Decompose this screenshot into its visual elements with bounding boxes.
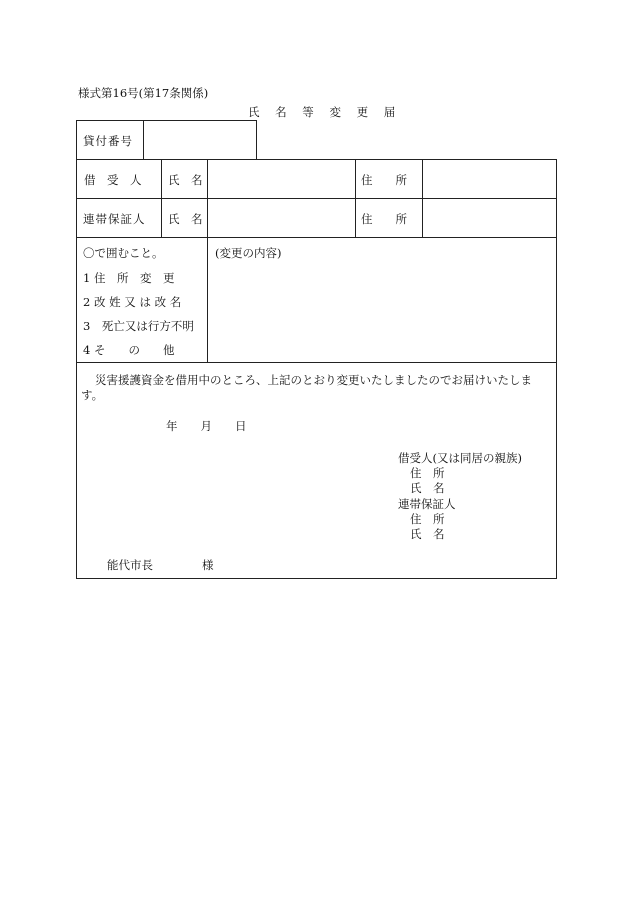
divider bbox=[76, 120, 257, 121]
loan-number-field[interactable] bbox=[148, 125, 252, 155]
divider bbox=[76, 362, 557, 363]
change-content-field[interactable] bbox=[212, 262, 552, 358]
divider bbox=[76, 237, 557, 238]
divider bbox=[161, 159, 162, 238]
loan-number-label: 貸付番号 bbox=[83, 134, 133, 148]
divider bbox=[422, 159, 423, 238]
borrower-address-label: 住 所 bbox=[361, 173, 407, 187]
borrower-address-field[interactable] bbox=[427, 164, 552, 194]
divider bbox=[556, 159, 557, 579]
borrower-name-field[interactable] bbox=[212, 164, 351, 194]
guarantor-name-label: 氏 名 bbox=[168, 212, 203, 226]
borrower-sign-name: 氏 名 bbox=[410, 481, 445, 495]
option-name-change[interactable]: 2 改 姓 又 は 改 名 bbox=[83, 295, 182, 309]
guarantor-sign-label: 連帯保証人 bbox=[398, 497, 456, 511]
divider bbox=[76, 159, 557, 160]
guarantor-sign-name: 氏 名 bbox=[410, 527, 445, 541]
divider bbox=[355, 159, 356, 238]
mayor-label: 能代市長 bbox=[107, 558, 153, 572]
divider bbox=[76, 578, 557, 579]
guarantor-label: 連帯保証人 bbox=[83, 212, 146, 226]
divider bbox=[143, 120, 144, 160]
divider bbox=[76, 198, 557, 199]
borrower-sign-address: 住 所 bbox=[410, 466, 445, 480]
declaration-line-1: 災害援護資金を借用中のところ、上記のとおり変更いたしましたのでお届けいたしま bbox=[95, 373, 532, 387]
option-other[interactable]: 4 そ の 他 bbox=[83, 343, 175, 357]
divider bbox=[207, 159, 208, 363]
declaration-line-2: す。 bbox=[81, 388, 104, 402]
date-line: 年 月 日 bbox=[166, 419, 247, 433]
option-death-missing[interactable]: 3 死亡又は行方不明 bbox=[83, 319, 194, 333]
guarantor-address-field[interactable] bbox=[427, 203, 552, 233]
form-number: 様式第16号(第17条関係) bbox=[78, 86, 209, 100]
change-content-label: (変更の内容) bbox=[215, 246, 282, 260]
guarantor-name-field[interactable] bbox=[212, 203, 351, 233]
divider bbox=[256, 120, 257, 160]
borrower-label: 借 受 人 bbox=[84, 173, 142, 187]
option-address-change[interactable]: 1 住 所 変 更 bbox=[83, 271, 175, 285]
page-title: 氏 名 等 変 更 届 bbox=[248, 105, 402, 119]
guarantor-address-label: 住 所 bbox=[361, 212, 407, 226]
borrower-sign-label: 借受人(又は同居の親族) bbox=[398, 451, 522, 465]
divider bbox=[76, 120, 77, 160]
divider bbox=[76, 159, 77, 579]
circle-instruction: 〇で囲むこと。 bbox=[83, 246, 164, 260]
guarantor-sign-address: 住 所 bbox=[410, 512, 445, 526]
borrower-name-label: 氏 名 bbox=[168, 173, 203, 187]
honorific: 様 bbox=[202, 558, 214, 572]
